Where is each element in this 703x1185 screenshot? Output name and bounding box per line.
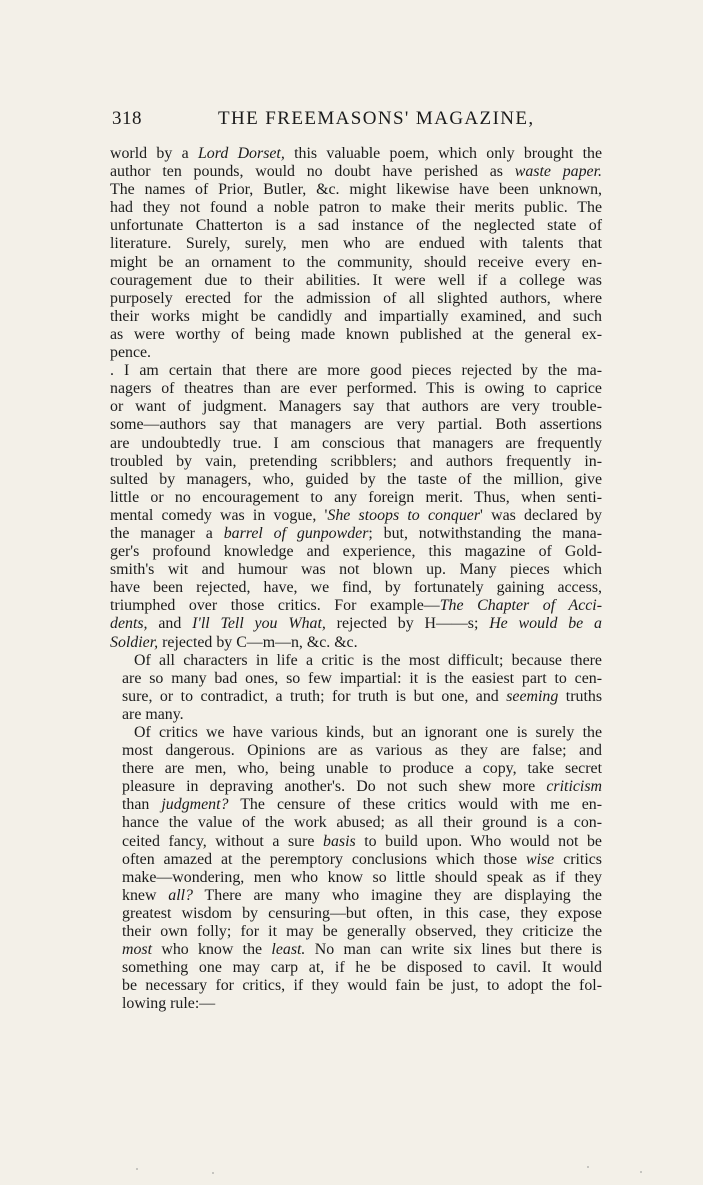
text-line [110,887,602,905]
text-line [110,217,602,235]
text-run: The censure of these critics would with me en- [228,796,602,814]
text-run: No man can write six lines but there is [305,941,602,959]
italic-text: He would be a [489,615,603,633]
text-run: there are men, who, being unable to produce a copy, take secret [122,760,602,778]
text-line [110,959,602,977]
text-line [110,489,602,507]
paper-speck [587,1166,589,1168]
italic-text: I'll Tell you What, [192,615,326,633]
text-run: their works might be candidly and impartially examined, and such [110,307,602,325]
text-line [110,615,602,633]
text-line [110,344,602,362]
page-number: 318 [112,108,142,129]
text-run: most dangerous. Opinions are as various as they are false; and [122,742,602,760]
text-run: their own folly; for it may be generally observed, they criticize the [122,923,602,941]
text-run: knew [122,886,169,904]
text-line [110,145,602,163]
text-line [110,742,602,760]
text-run: greatest wisdom by censuring—but often, in this case, they expose [122,904,602,922]
text-line [110,507,602,525]
text-line [110,760,602,778]
paragraph [110,652,602,724]
text-run: sulted by managers, who, guided by the taste of the million, give [110,470,602,488]
text-run: pleasure in depraving another's. Do not such shew more [122,778,547,796]
text-run: literature. Surely, surely, men who are endued with talents that [110,235,602,253]
text-run: rejected by H——s; [325,615,490,633]
text-line [110,597,602,615]
text-run: are undoubtedly true. I am conscious that managers are frequently [110,434,602,452]
text-line [110,235,602,253]
text-run: . I am certain that there are more good pieces rejected by the ma- [110,362,602,380]
italic-text: basis [323,832,356,850]
italic-text: seeming [506,687,559,705]
italic-text: wise [525,850,555,868]
text-line [110,362,602,380]
text-run: unfortunate Chatterton is a sad instance of the neglected state of [110,217,602,235]
text-line [110,905,602,923]
text-line [110,941,602,959]
text-run: ceited fancy, without a sure [122,832,324,850]
text-line [110,254,602,272]
text-run: have been rejected, have, we find, by fortunately gaining access, [110,579,602,597]
text-run: purposely erected for the admission of all slighted authors, where [110,289,602,307]
text-run: triumphed over those critics. For example— [110,597,440,615]
paper-speck [212,1172,214,1174]
text-run: rejected by C—m—n, &c. &c. [158,633,358,651]
text-run: truths [558,687,602,705]
text-line [110,724,602,742]
italic-text: most [122,941,153,959]
text-line [110,290,602,308]
paragraph [110,724,602,1014]
text-line [110,326,602,344]
text-run: often amazed at the peremptory conclusions which those [122,850,526,868]
italic-text: dents, [110,615,148,633]
paper-speck [640,1171,642,1173]
text-run: might be an ornament to the community, should receive every en- [110,253,602,271]
text-line [110,814,602,832]
text-run: troubled by vain, pretending scribblers; and authors frequently in- [110,452,602,470]
text-line [110,272,602,290]
text-line [110,688,602,706]
paper-speck [136,1168,138,1170]
text-line [110,163,602,181]
text-run: Of all characters in life a critic is the most difficult; because there [134,651,602,669]
text-run: are many. [122,705,184,723]
body-text [110,145,602,1014]
italic-text: criticism [546,778,602,796]
text-line [110,869,602,887]
text-run: author ten pounds, would no doubt have perished as [110,163,515,181]
text-run: something one may carp at, if he be disposed to cavil. It would [122,959,602,977]
italic-text: all? [168,886,193,904]
text-run: couragement due to their abilities. It were well if a college was [110,271,602,289]
text-line [110,796,602,814]
text-run: make—wondering, men who know so little should speak as if they [122,868,602,886]
text-run: this valuable poem, which only brought the [284,145,602,162]
text-run: There are many who imagine they are displaying the [193,886,602,904]
text-line [110,416,602,434]
page-header [112,108,602,138]
text-run: sure, or to contradict, a truth; for truth is but one, and [122,687,507,705]
text-line [110,706,602,724]
text-run: mental comedy was in vogue, ' [110,506,328,524]
text-line [110,579,602,597]
running-head: THE FREEMASONS' MAGAZINE, [218,108,535,129]
italic-text: She stoops to conquer [327,506,481,524]
text-run: as were worthy of being made known published at the general ex- [110,325,602,343]
text-run: smith's wit and humour was not blown up. Many pieces which [110,561,602,579]
text-line [110,995,602,1013]
text-run: Of critics we have various kinds, but an ignorant one is surely the [134,724,602,741]
text-run: to build upon. Who would not be [355,832,602,850]
italic-text: The Chapter of Acci- [439,597,603,615]
paragraph [110,362,602,652]
text-line [110,778,602,796]
text-run: some—authors say that managers are very partial. Both assertions [110,416,602,434]
text-line [110,634,602,652]
italic-text: least. [271,941,306,959]
text-run: the manager a [110,524,224,542]
text-run: ' was declared by [480,506,602,524]
text-line [110,923,602,941]
text-run: critics [554,850,602,868]
text-line [110,453,602,471]
text-run: and [147,615,193,633]
text-run: or want of judgment. Managers say that authors are very trouble- [110,398,602,416]
italic-text: Soldier, [110,633,159,651]
text-line [110,851,602,869]
text-line [110,670,602,688]
text-run: little or no encouragement to any foreign merit. Thus, when senti- [110,488,602,506]
paragraph [110,145,602,362]
text-run: are so many bad ones, so few impartial: it is the easiest part to cen- [122,669,602,687]
italic-text: judgment? [161,796,229,814]
text-line [110,977,602,995]
italic-text: waste paper. [514,163,603,181]
text-run: hance the value of the work abused; as all their ground is a con- [122,814,602,832]
text-line [110,199,602,217]
text-run: than [122,796,162,814]
text-run: who know the [152,941,272,959]
italic-text: barrel of gunpowder [223,524,369,542]
text-line [110,652,602,670]
text-run: lowing rule:— [122,995,216,1013]
text-line [110,398,602,416]
text-run: nagers of theatres than are ever performed. This is owing to caprice [110,380,602,398]
text-run: ger's profound knowledge and experience, this magazine of Gold- [110,543,602,561]
text-run: be necessary for critics, if they would fain be just, to adopt the fol- [122,977,602,995]
text-line [110,435,602,453]
text-run: ; but, notwithstanding the mana- [368,524,602,542]
text-line [110,380,602,398]
text-line [110,308,602,326]
text-line [110,181,602,199]
text-run: had they not found a noble patron to make their merits public. The [110,199,602,217]
text-line [110,471,602,489]
text-run: pence. [110,344,152,362]
text-line [110,561,602,579]
text-line [110,833,602,851]
text-run: world by a [110,145,198,162]
italic-text: Lord Dorset, [197,145,285,162]
text-line [110,525,602,543]
text-run: The names of Prior, Butler, &c. might likewise have been unknown, [110,181,602,199]
text-line [110,543,602,561]
